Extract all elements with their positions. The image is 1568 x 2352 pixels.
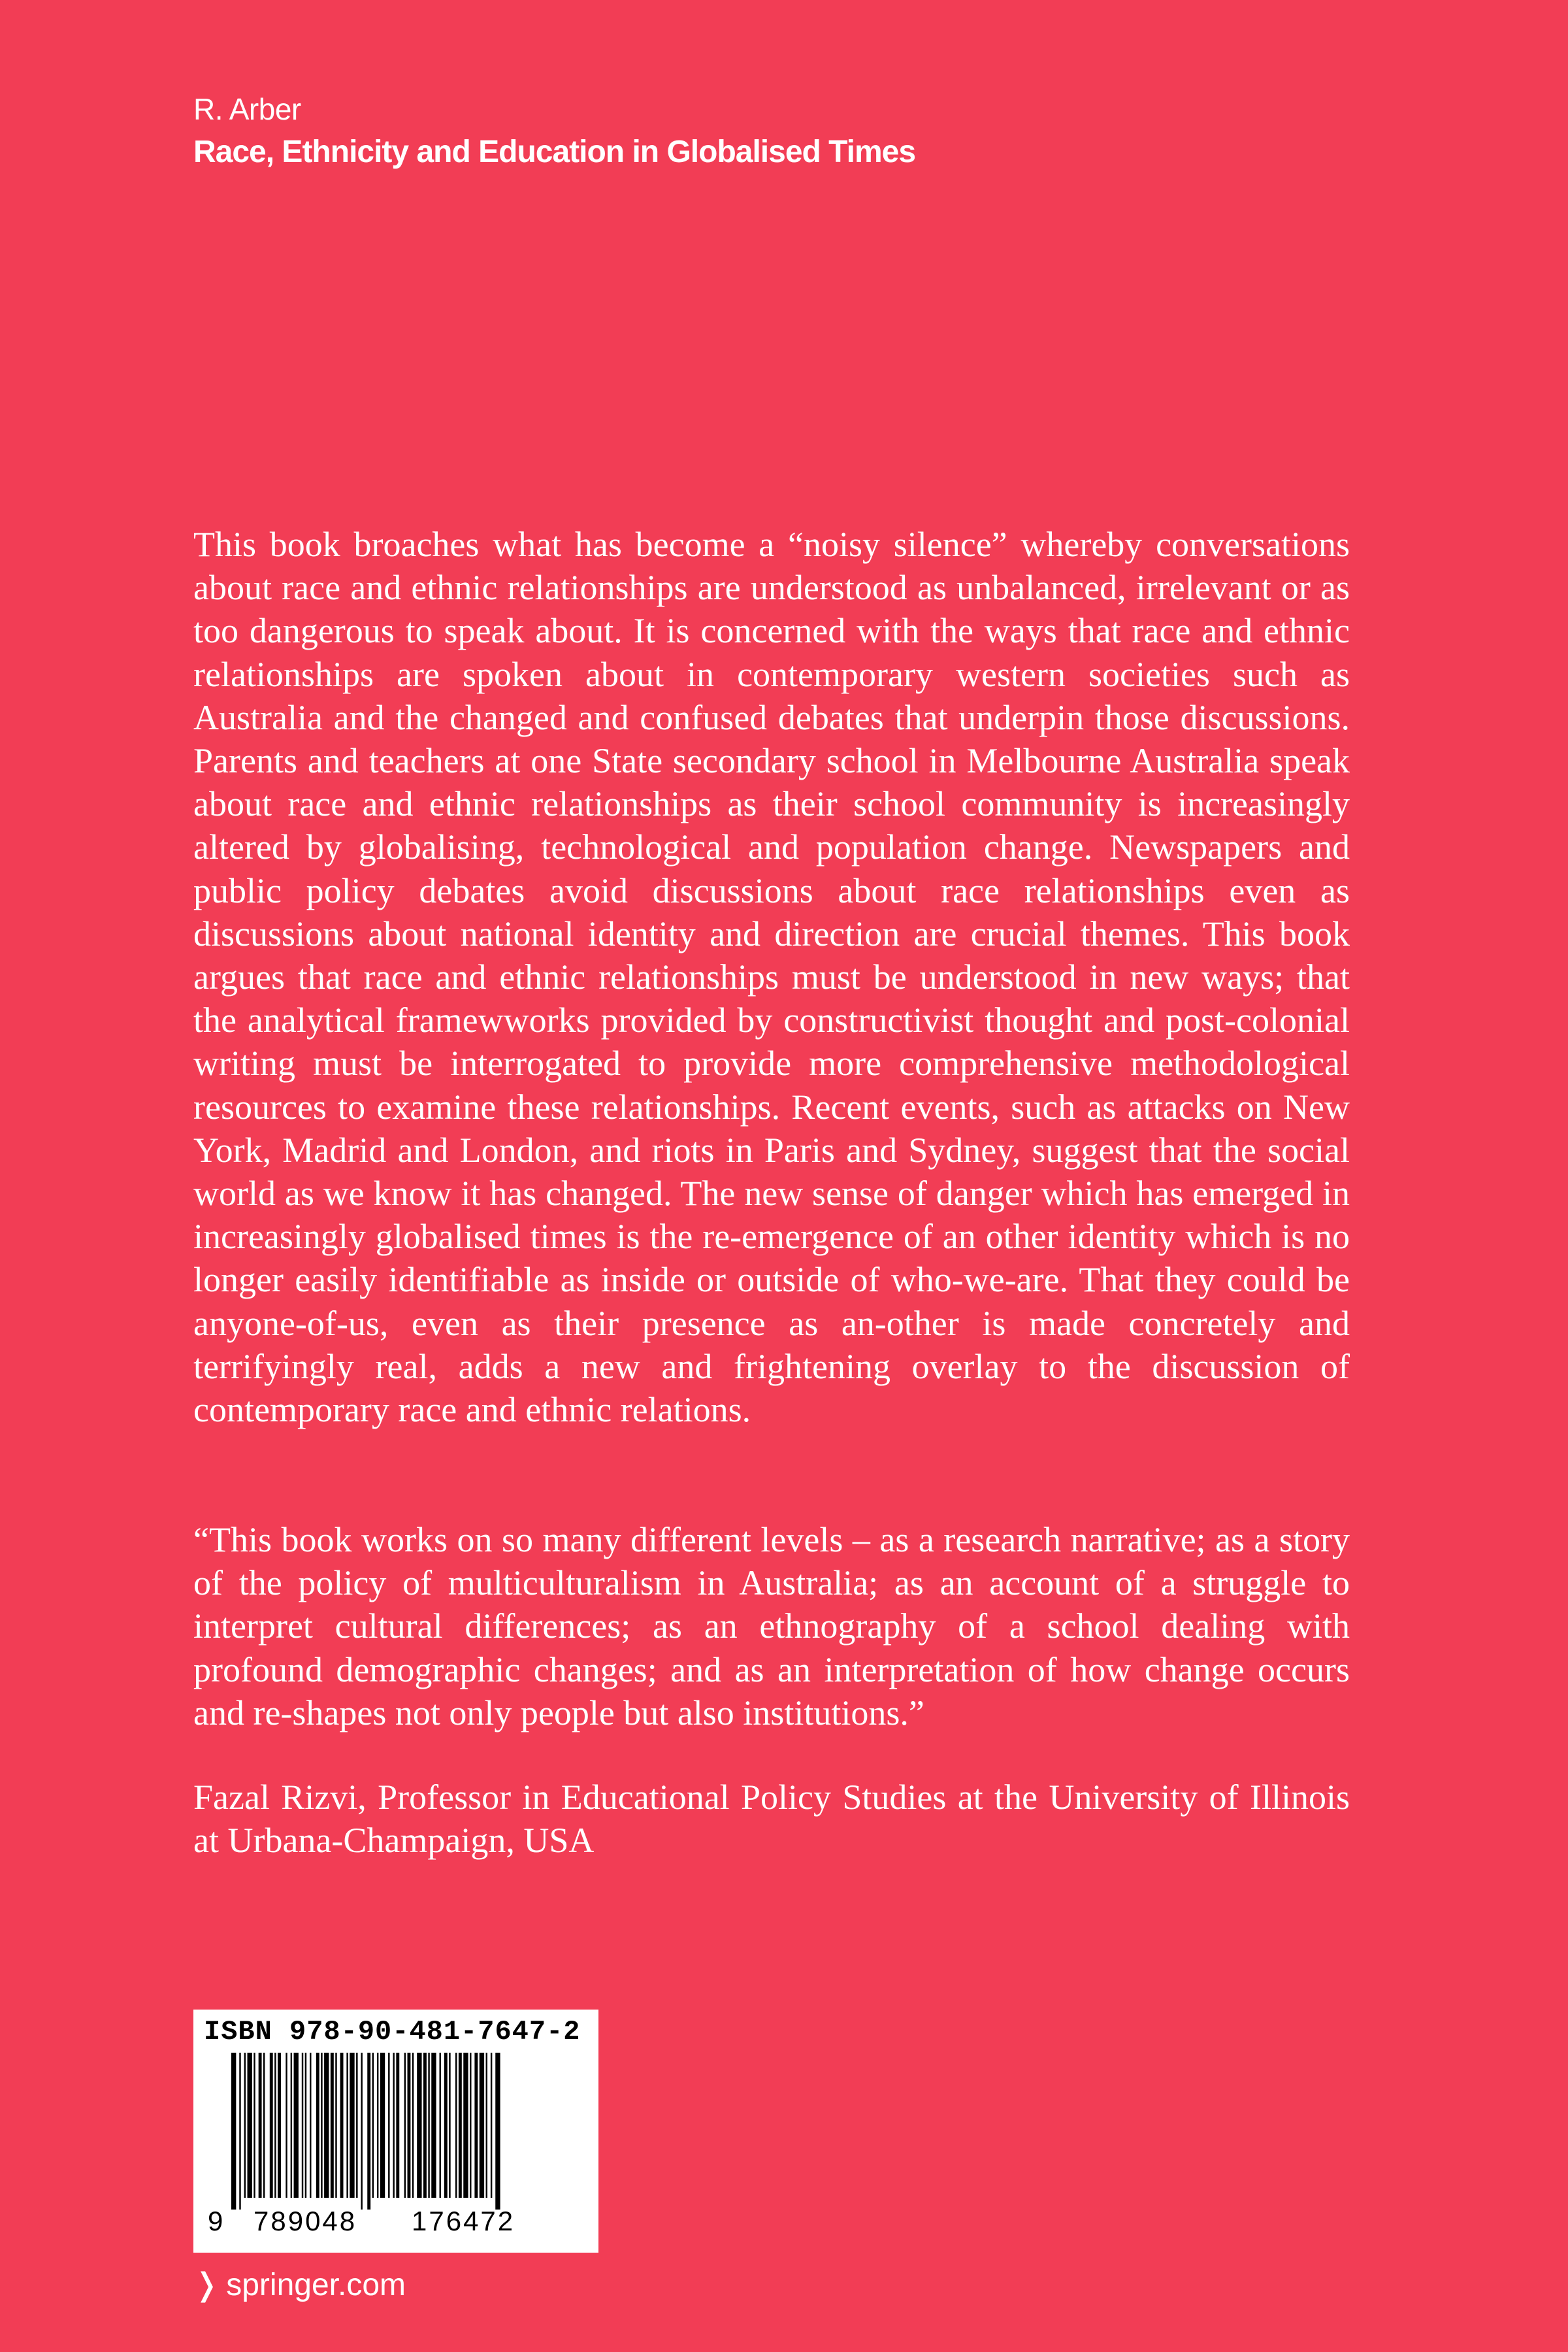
barcode-bar — [486, 2053, 487, 2198]
barcode-bar — [388, 2053, 389, 2198]
isbn-label: ISBN 978-90-481-7647-2 — [204, 2016, 581, 2047]
barcode-bar — [286, 2053, 287, 2198]
barcode-bar — [253, 2053, 255, 2198]
barcode-bar — [455, 2053, 457, 2198]
barcode-bar — [495, 2053, 500, 2210]
publisher-website: springer.com — [226, 2268, 406, 2302]
barcode-bar — [367, 2053, 370, 2210]
barcode-bar — [356, 2053, 357, 2198]
barcode-bar — [310, 2053, 311, 2198]
isbn-barcode — [193, 2010, 598, 2253]
barcode-bar — [335, 2053, 336, 2198]
chevron-right-icon: ❭ — [193, 2268, 220, 2302]
barcode-bar — [463, 2053, 468, 2198]
barcode-bar — [291, 2053, 292, 2198]
barcode-bar — [239, 2053, 240, 2210]
barcode-bar — [340, 2053, 344, 2198]
barcode-bar — [404, 2053, 406, 2198]
barcode-bar — [449, 2053, 450, 2198]
barcode-bar — [294, 2053, 299, 2198]
barcode-bar — [305, 2053, 306, 2198]
barcode-bar — [274, 2053, 276, 2198]
book-title: Race, Ethnicity and Education in Globalised Times — [193, 135, 916, 169]
barcode-bar — [459, 2053, 462, 2198]
barcode-bar — [270, 2053, 273, 2198]
barcode-bar — [372, 2053, 374, 2198]
barcode-bar — [244, 2053, 246, 2198]
barcode-bar — [444, 2053, 448, 2198]
barcode-bar — [417, 2053, 421, 2198]
barcode-bar — [474, 2053, 478, 2198]
barcode-digit-group-right: 176472 — [412, 2206, 515, 2236]
endorsement-attribution: Fazal Rizvi, Professor in Educational Policy Studies at the University of Illinois at Urbana-Champaign, USA — [193, 1778, 1350, 1861]
barcode-bar — [263, 2053, 265, 2198]
barcode-bar — [278, 2053, 281, 2198]
barcode-bars-icon — [231, 2053, 564, 2210]
publisher-link[interactable] — [193, 2266, 406, 2303]
barcode-bar — [316, 2053, 319, 2198]
barcode-bar — [412, 2053, 414, 2198]
barcode-digit-first: 9 — [208, 2206, 223, 2236]
author-name: R. Arber — [193, 92, 301, 126]
barcode-bar — [321, 2053, 322, 2198]
barcode-bar — [346, 2053, 348, 2198]
barcode-bar — [377, 2053, 378, 2198]
barcode-bar — [350, 2053, 354, 2198]
barcode-bar — [408, 2053, 411, 2198]
barcode-bar — [470, 2053, 471, 2198]
barcode-bar — [380, 2053, 385, 2198]
barcode-digits — [193, 2206, 598, 2245]
book-description: This book broaches what has become a “noisy silence” whereby conversations about race and ethnic relationships are understood as unbalanced, irrelevant or as too dangerous to speak about. It is concerned with the ways that race and ethnic relationships are spoken about in contemporary western societies such as Australia and the changed and confused debates that underpin those discussions. Parents and teachers at one State secondary school in Melbourne Australia speak about race and ethnic relationships as their school community is increasingly altered by globalising, technological and population change. Newspapers and public policy debates avoid discussions about race relationships even as discussions about national identity and direction are crucial themes. This book argues that race and ethnic relationships must be understood in new ways; that the analytical framewworks provided by constructivist thought and post-colonial writing must be interrogated to provide more comprehensive methodological resources to examine these relationships. Recent events, such as attacks on New York, Madrid and London, and riots in Paris and Sydney, suggest that the social world as we know it has changed. The new sense of danger which has emerged in increasingly globalised times is the re-emergence of an other identity which is no longer easily identifiable as inside or outside of who-we-are. That they could be anyone-of-us, even as their presence as an-other is made concretely and terrifyingly real, adds a new and frightening overlay to the discussion of contemporary race and ethnic relations. — [193, 525, 1350, 1430]
barcode-bar — [248, 2053, 252, 2198]
barcode-bar — [423, 2053, 427, 2198]
barcode-bar — [491, 2053, 492, 2198]
barcode-bar — [428, 2053, 429, 2198]
barcode-bar — [331, 2053, 334, 2198]
barcode-bar — [324, 2053, 329, 2198]
barcode-bar — [396, 2053, 399, 2198]
barcode-bar — [440, 2053, 441, 2198]
barcode-bar — [302, 2053, 303, 2198]
barcode-bar — [231, 2053, 236, 2210]
barcode-bar — [361, 2053, 362, 2210]
barcode-bar — [480, 2053, 484, 2198]
barcode-bar — [431, 2053, 436, 2198]
barcode-digit-group-left: 789048 — [253, 2206, 357, 2236]
barcode-bar — [393, 2053, 394, 2198]
endorsement-quote: “This book works on so many different levels – as a research narrative; as a story of the policy of multiculturalism in Australia; as an account of a struggle to interpret cultural differences; as an ethnography of a school dealing with profound demographic changes; and as an interpretation of how change occurs and re-shapes not only people but also institutions.” — [193, 1520, 1350, 1732]
barcode-bar — [259, 2053, 262, 2198]
